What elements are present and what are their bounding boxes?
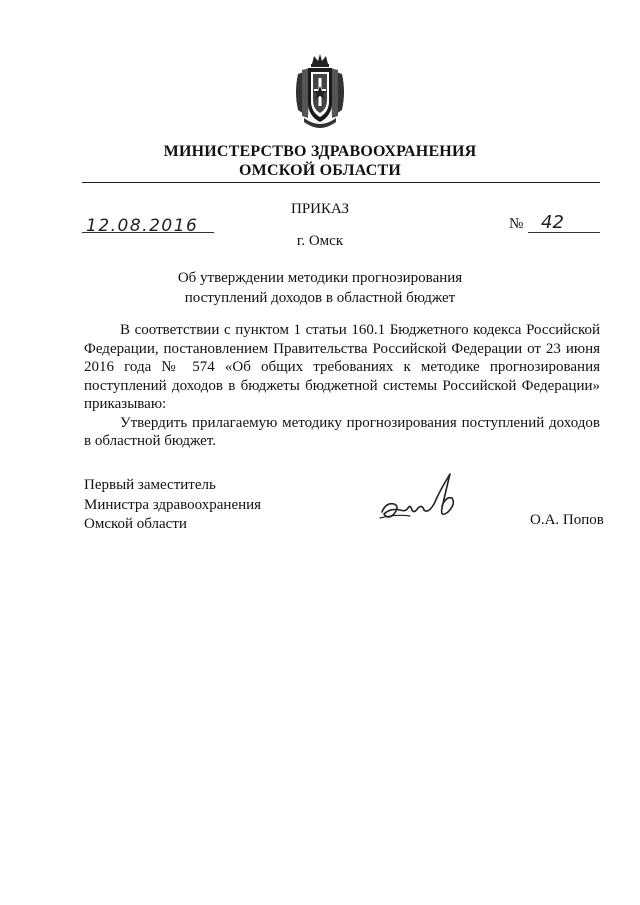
coat-of-arms-icon — [292, 52, 348, 132]
order-body — [84, 321, 600, 451]
ministry-name-line2: ОМСКОЙ ОБЛАСТИ — [239, 162, 401, 179]
number-prefix: № — [509, 216, 524, 232]
order-subject: Об утверждении методики прогнозирования поступлений доходов в областной бюджет — [177, 270, 463, 306]
order-city: г. Омск — [296, 233, 344, 249]
signer-position-line1: Первый заместитель — [84, 477, 216, 493]
body-paragraph-1: В соответствии с пунктом 1 статьи 160.1 Бюджетного кодекса Российской Федерации, постановлением Правительства Российской Федерации от 23 июня 2016 года № 574 «Об общих требованиях к методике прогнозирования поступлений доходов в бюджеты бюджетной системы Российской Федерации» приказываю: — [84, 322, 600, 412]
signer-name: О.А. Попов — [530, 512, 604, 528]
order-date: 12.08.2016 — [86, 216, 199, 236]
order-title: ПРИКАЗ — [291, 201, 349, 217]
signer-position-line2: Министра здравоохранения — [84, 496, 262, 513]
order-number: 42 — [541, 212, 564, 233]
ministry-name-line1: МИНИСТЕРСТВО ЗДРАВООХРАНЕНИЯ — [163, 143, 477, 160]
signer-position-line3: Омской области — [84, 516, 187, 532]
signer-position — [84, 476, 261, 535]
body-paragraph-2: Утвердить прилагаемую методику прогнозирования поступлений доходов в областной бюджет. — [84, 414, 600, 449]
handwritten-signature-icon — [376, 468, 468, 528]
header-divider — [82, 182, 600, 183]
